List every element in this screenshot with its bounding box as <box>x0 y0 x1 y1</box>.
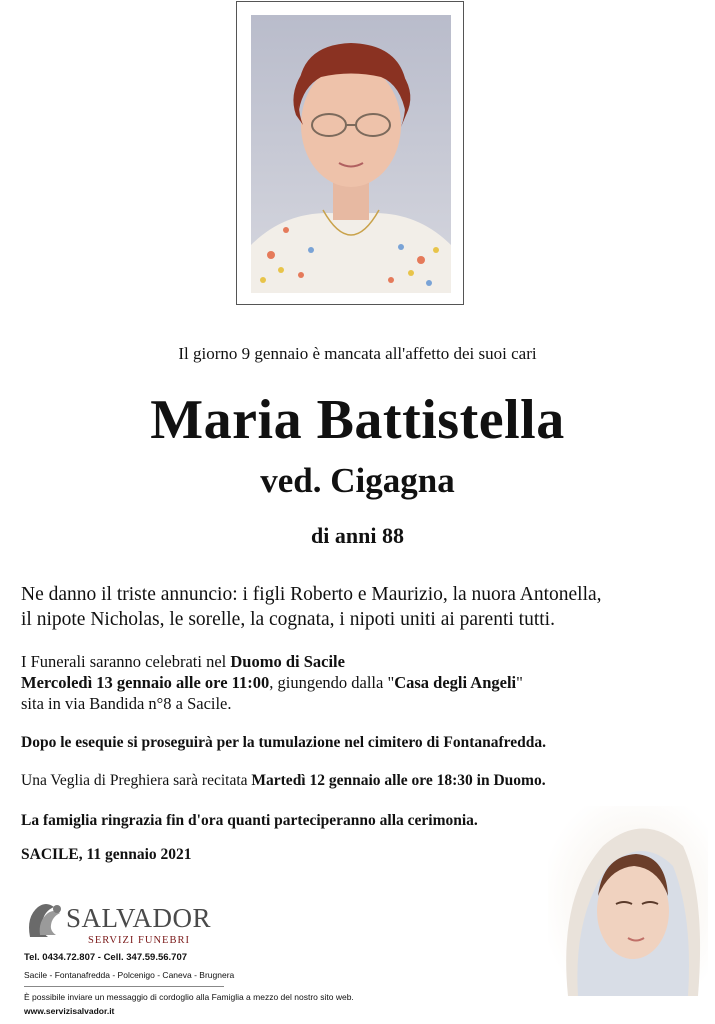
angel-logo-icon <box>24 899 72 941</box>
intro-text: Il giorno 9 gennaio è mancata all'affetto dei suoi cari <box>178 344 537 363</box>
vigil-when: Martedì 12 gennaio alle ore 18:30 in Duomo. <box>251 772 546 789</box>
funeral-when: Mercoledì 13 gennaio alle ore 11:00 <box>21 673 270 692</box>
funeral-mid: , giungendo dalla " <box>269 673 395 692</box>
announcement-line: il nipote Nicholas, le sorelle, la cognata, i nipoti uniti ai parenti tutti. <box>21 609 555 630</box>
thanks-note: La famiglia ringrazia fin d'ora quanti parteciperanno alla cerimonia. <box>21 812 478 829</box>
agency-contacts: Tel. 0434.72.807 - Cell. 347.59.56.707 <box>24 952 188 963</box>
burial-info: Dopo le esequie si proseguirà per la tumulazione nel cimitero di Fontanafredda. <box>21 734 546 751</box>
age: di anni 88 <box>311 523 404 548</box>
funeral-from: Casa degli Angeli <box>394 673 517 692</box>
portrait-frame <box>236 1 464 305</box>
funeral-end: " <box>516 673 523 692</box>
portrait-photo <box>251 15 451 293</box>
website-link[interactable]: www.servizisalvador.it <box>24 1006 115 1016</box>
place-date: SACILE, 11 gennaio 2021 <box>21 846 192 863</box>
funeral-prefix: I Funerali saranno celebrati nel <box>21 652 231 671</box>
vigil-prefix: Una Veglia di Preghiera sarà recitata <box>21 772 252 789</box>
announcement-line: Ne danno il triste annuncio: i figli Roberto e Maurizio, la nuora Antonella, <box>21 584 602 605</box>
funeral-details <box>21 651 701 714</box>
funeral-address: sita in via Bandida n°8 a Sacile. <box>21 694 232 713</box>
funeral-place: Duomo di Sacile <box>230 652 345 671</box>
widow-of: ved. Cigagna <box>260 461 455 500</box>
agency-name: SALVADOR <box>66 903 212 933</box>
agency-towns: Sacile - Fontanafredda - Polcenigo - Caneva - Brugnera <box>24 970 235 980</box>
divider <box>24 986 224 987</box>
madonna-image <box>548 806 708 996</box>
condolence-note: È possibile inviare un messaggio di cordoglio alla Famiglia a mezzo del nostro sito web. <box>24 992 354 1002</box>
agency-subtitle: SERVIZI FUNEBRI <box>88 935 190 946</box>
vigil-info <box>21 772 546 790</box>
deceased-name: Maria Battistella <box>150 389 565 451</box>
announcement <box>21 582 701 632</box>
